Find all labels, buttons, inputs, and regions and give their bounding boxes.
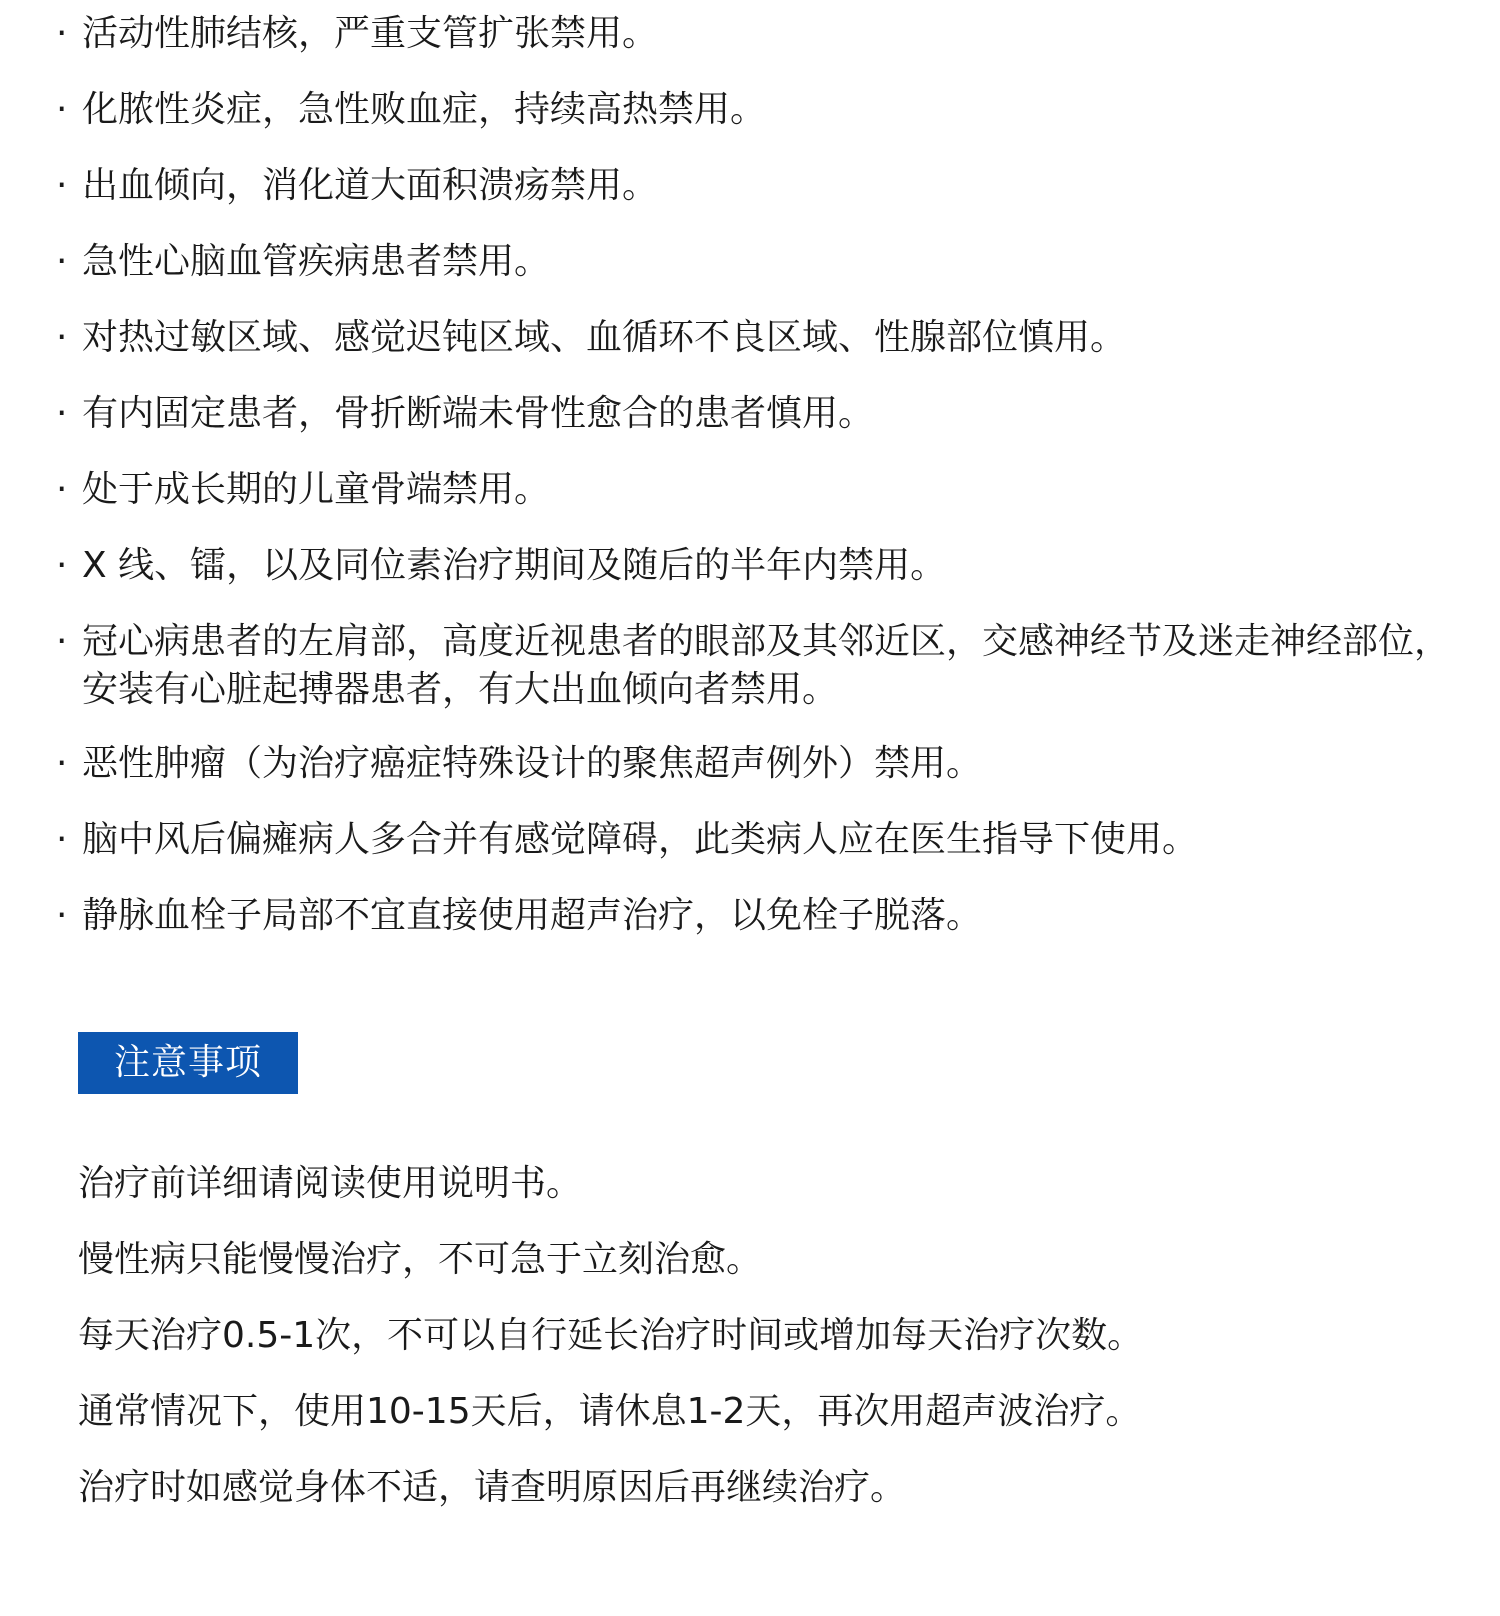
contraindication-item — [56, 618, 1456, 714]
bullet-dot: · — [56, 469, 68, 510]
contraindication-text: 化脓性炎症，急性败血症，持续高热禁用。 — [82, 89, 767, 130]
contraindication-text: 处于成长期的儿童骨端禁用。 — [82, 469, 551, 510]
bullet-dot: · — [56, 165, 68, 206]
contraindication-item — [56, 816, 1456, 864]
bullet-dot: · — [56, 743, 68, 784]
contraindication-item — [56, 10, 1456, 58]
contraindication-text: 出血倾向，消化道大面积溃疡禁用。 — [82, 165, 659, 206]
bullet-dot: · — [56, 89, 68, 130]
contraindication-text: 冠心病患者的左肩部，高度近视患者的眼部及其邻近区，交感神经节及迷走神经部位，安装有心脏起搏器患者，有大出血倾向者禁用。 — [82, 621, 1451, 710]
contraindication-item — [56, 314, 1456, 362]
bullet-dot: · — [56, 241, 68, 282]
contraindication-item — [56, 238, 1456, 286]
bullet-dot: · — [56, 317, 68, 358]
contraindication-item — [56, 390, 1456, 438]
bullet-dot: · — [56, 545, 68, 586]
contraindication-item — [56, 542, 1456, 590]
contraindication-text: 脑中风后偏瘫病人多合并有感觉障碍，此类病人应在医生指导下使用。 — [82, 819, 1199, 860]
contraindication-text: 有内固定患者，骨折断端未骨性愈合的患者慎用。 — [82, 393, 875, 434]
notice-item: 慢性病只能慢慢治疗，不可急于立刻治愈。 — [78, 1239, 763, 1280]
contraindication-item — [56, 740, 1456, 788]
bullet-dot: · — [56, 13, 68, 54]
contraindication-text: 急性心脑血管疾病患者禁用。 — [82, 241, 551, 282]
contraindication-text: X 线、镭，以及同位素治疗期间及随后的半年内禁用。 — [82, 545, 947, 586]
contraindication-list — [56, 10, 1456, 968]
bullet-dot: · — [56, 895, 68, 936]
bullet-dot: · — [56, 393, 68, 434]
contraindication-item — [56, 466, 1456, 514]
notice-list — [78, 1160, 1428, 1540]
notice-item: 每天治疗0.5-1次，不可以自行延长治疗时间或增加每天治疗次数。 — [78, 1315, 1144, 1356]
bullet-dot: · — [56, 621, 68, 662]
notice-item: 治疗时如感觉身体不适，请查明原因后再继续治疗。 — [78, 1467, 907, 1508]
bullet-dot: · — [56, 819, 68, 860]
contraindication-text: 活动性肺结核，严重支管扩张禁用。 — [82, 13, 659, 54]
notice-section-title: 注意事项 — [78, 1032, 298, 1094]
contraindication-item — [56, 86, 1456, 134]
contraindication-text: 静脉血栓子局部不宜直接使用超声治疗，以免栓子脱落。 — [82, 895, 983, 936]
contraindication-item — [56, 892, 1456, 940]
contraindication-text: 恶性肿瘤（为治疗癌症特殊设计的聚焦超声例外）禁用。 — [82, 743, 983, 784]
notice-item: 治疗前详细请阅读使用说明书。 — [78, 1163, 583, 1204]
notice-item: 通常情况下，使用10-15天后，请休息1-2天，再次用超声波治疗。 — [78, 1391, 1142, 1432]
contraindication-item — [56, 162, 1456, 210]
contraindication-text: 对热过敏区域、感觉迟钝区域、血循环不良区域、性腺部位慎用。 — [82, 317, 1127, 358]
